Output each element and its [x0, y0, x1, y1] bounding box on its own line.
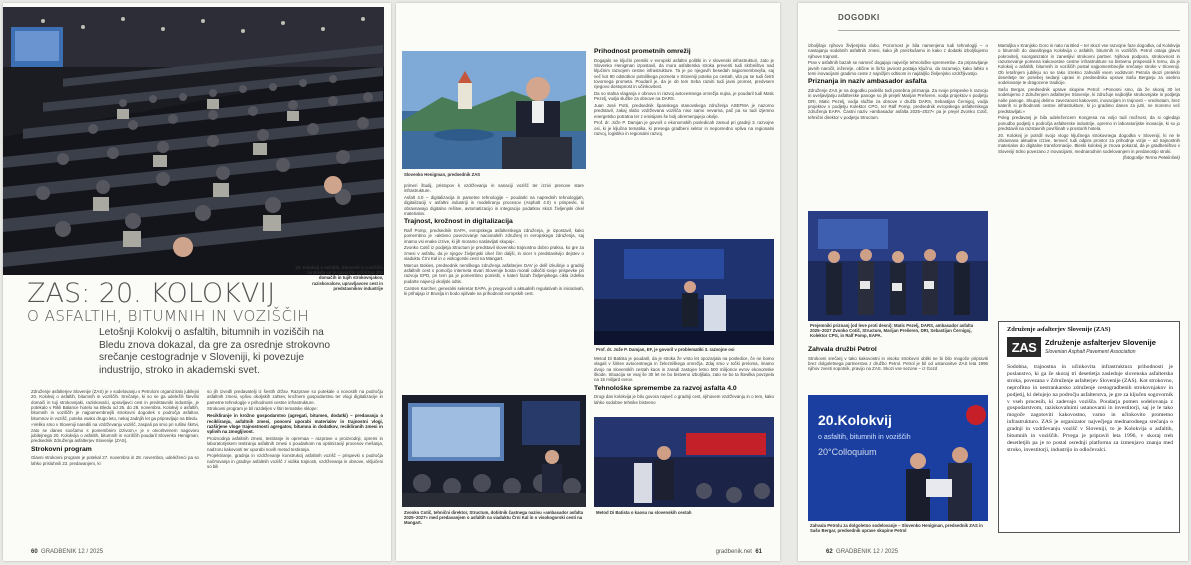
page-60 [3, 3, 391, 561]
zas-info-box [998, 321, 1180, 533]
magazine-issue: GRADBENIK 12 / 2025 [41, 549, 104, 555]
page62-column-2 [998, 43, 1180, 317]
photo-credit: (fotografije Termo Petelinšek) [1122, 155, 1180, 161]
article-title: ZAS: 20. KOLOKVIJ [27, 278, 276, 309]
paragraph: Glavni strokovni program je potekal 27. novembra in 28. novembra, udeleženci pa so lahko prisluhnili 23. predavanjem, ki [31, 455, 199, 466]
photo-caption: 20. Kolokvij o asfaltih, bitumnih in voziščih na Bledu se je udeležilo približno 300 domačih in tujih strokovnjakov, raziskovalcev, upravljavcev cest in predstavnikov industrije [295, 265, 383, 291]
article-subtitle: O ASFALTIH, BITUMNIH IN VOZIŠČIH [27, 307, 310, 325]
svg-text:20°Colloquium: 20°Colloquium [818, 447, 877, 457]
page-number: 62 [826, 549, 833, 555]
section-heading: Zahvala družbi Petrol [808, 346, 877, 353]
henigman-speaker-photo [402, 51, 586, 169]
photo-caption: Prejemniki priznanj (od leve proti desni): Matic Pezelj, DARS, ambasador asfalta 2025–2027 Zvonko Cotič, Structum, Marijan Prešeren, DRI, Sebastijan Černigoj, Kolektor CPG, in Ralf Pomp, EAPA. [810, 323, 974, 339]
dibatista-speaker-photo [594, 417, 774, 507]
paragraph: Združenje ZAS je na dogodku podelilo tudi posebna priznanja. Za svoje prispevke k razvoju in uveljavljanju asfalterske panoge so jih prejeli Marijan Prešeren, vodja projektov v podjetju DRI, Matic Pezelj, vodja službe za obnove v družbi DARS, Sebastijan Černigoj, vodja projektov v podjetju Kolektor CPG, ter Ralf Pomp, predsednik evropskega asfalterskega združenja EAPA. Častni naziv »ambasador asfalta 2025–2027« pa je prejel Zvonko Cotič, tehnični direktor v podjetju Structum. [808, 87, 988, 120]
website: gradbenik.net [715, 549, 752, 555]
conference-hall-photo [3, 7, 384, 275]
paragraph: Prav v asfaltnih bazah se namreč dogajajo največje tehnološke spremembe. Za pripravljanje javnih naročil, inženirje, občine in širšo javnost postaja ključno, da razumejo, kako lahko s temi inovacijami gradimo ceste z najnižjim odtisom in najdaljšo življenjsko vzdržljivostjo. [808, 60, 988, 77]
paragraph: Projektiranje, gradnja in vzdrževanje konstrukcij asfaltnih vozišč – prispevki s področja načrtovanja in gradnje asfaltnih vozišč z vidika trajnosti, vzdrževanja in obnove, vključeni so bili [207, 453, 383, 470]
page62-column-1 [808, 43, 988, 209]
paragraph: Poleg predavanj je bila udeležencem Kongresa na voljo tudi možnost, da si ogledajo ponudbo podjetij s področja asfalterske industrije, opremo in laboratorijske inovacije, ki so jo predstavili na razstavnih površinah v prostorih hotela. [998, 115, 1180, 131]
box-org-name: Združenje asfalterjev Slovenije [1045, 338, 1156, 347]
article-lead: Letošnji Kolokvij o asfaltih, bitumnih in voziščih na Bledu znova dokazal, da gre za osrednje strokovno srečanje cestogradnje v Sloveniji, ki povezuje industrijo, stroko in akademski svet. [99, 327, 331, 376]
svg-text:20.Kolokvij: 20.Kolokvij [818, 412, 892, 428]
section-heading: Priznanja in naziv ambasador asfalta [808, 78, 927, 86]
paragraph: so jih izvedli predavatelji iz šestih držav. Razprave so potekale o novostih na področju asfaltnih zmesi, vplivu okoljskih zahtev, krožnem gospodarstvu ter vlogi digitalizacije in pametne tehnologije v prihodnosti cestne infrastrukture. [207, 389, 383, 405]
section-heading: Tehnološke spremembe za razvoj asfalta 4.0 [594, 384, 737, 392]
paragraph: Drugi dan kolokvija je bilo govora največ o gradnji cest, njihovem vzdrževanju in o tem, kako lahko sodobne tehnike bistveno [594, 394, 774, 405]
paragraph: Metod Di Batista je poudaril, da je stroka že vrsto let opozarjala na posledice, če ne bomo vlagali v širitev avtocestnega in železniškega omrežja. Zdaj smo v točki preloma, imamo dvojo na slovenskih cestah kaos in zaradi zastojev letno 500 milijonov evrov ekonomske škode. Situacija se vsaj še 30 let ne bo bistveno izboljšala, zato se bo ta številka povzpela na 15 milijard evrov. [594, 356, 774, 383]
photo-caption: Zahvala Petrolu za dolgoletno sodelovanje – Slovenko Henigman, predsednik ZAS in Sašo Bergar, predsednik uprave skupine Petrol [810, 523, 983, 534]
photo-caption: Metod Di Batista o kaosu na slovenskih cestah [596, 510, 692, 515]
photo-caption: Slovenko Henigman, predsednik ZAS [404, 172, 481, 177]
section-heading: Prihodnost prometnih omrežij [594, 48, 691, 55]
paragraph: Carsten Karcher, generalni sekretar EAPA, je pregovoril o aktualnih regulativah in iniciativah, ki prihajajo iz Bruslja in bodo vplivale na prihodnost evropskih cest. [404, 285, 584, 296]
page-folio [826, 549, 898, 555]
magazine-issue: GRADBENIK 12 / 2025 [836, 549, 899, 555]
page-folio [716, 549, 762, 555]
box-body: Sodobna, trajnostna in učinkovita infrastruktura prihodnosti je poslanstvo, ki ga že skoraj tri desetletja zasleduje slovenska asfalterska stroka, povezana v Združenje asfalterjev Slovenije (ZAS). Kot strokovno, neprofitno in nestrankarsko združenje cestogradbenih strokovnjakov in podjetij, ki delujejo na področju asfalterstva, je gre za ključen sogovornik v vseh procesih, ki zadevajo vozišča. Poudarja pomen sodelovanja z gospodarstvom, raziskovalnimi ustanovami in investitorji, saj je le tako mogoče zagotoviti kakovostno, varno in učinkovito prometno infrastrukturo. ZAS je organizator največjega mednarodnega srečanja o gradnji in vzdrževanju vozišč v Sloveniji, to je Kolokvija o asfaltih, bitumnih in voziščih. Prvega je pripravil leta 1996, v skoraj treh desetletjih pa je to postal osrednji platforma za izmenjavo znanja med stroko, investitorji, industrijo in odločevalci. [1007, 364, 1173, 453]
page62-column-1b [808, 346, 988, 392]
paragraph: Dogajalo se ključni premiki v evropski asfaltni politiki in v slovenski infrastrukturi, zato je Slovenko Henigman izpostavil, da mora asfalterska stroka preveriti tudi skrbništvo nad ključnim razvojem cestne infrastrukture. Ta je po njegovih besedah najpomembnejša, saj več kot 90 odstotkov potniškega prometa v Sloveniji poteka po cestah, vila pa se tudi četrti tovornega prometa. Poudaril je, da je ob tem treba razviti tudi javni promet, predvsem njegovo dostopnost in učinkovitost. [594, 57, 774, 90]
photo-caption: Prof. dr. Jože P. Damjan, EF, je govoril v problematiki 3. razvojne osi [596, 347, 735, 352]
paragraph: Strokovni program je bil razdeljen v štiri tematske sklope: [207, 406, 318, 412]
paragraph: Proizvodnja asfaltnih zmesi, testiranje in opremaa – razprave o proizvodnji, opremi in laboratorijskem testiranju asfaltnih zmesi s poudarkom na optimizaciji procesov mešanja, nadzoru kakovosti ter uporabi novih metod testiranja. [207, 435, 383, 452]
svg-text:o asfaltih, bitumnih in vozišč: o asfaltih, bitumnih in voziščih [818, 434, 911, 441]
divider [838, 30, 1180, 31]
page-62 [798, 3, 1188, 561]
paragraph: Sašo Bergar, predsednik uprave skupine Petrol: »Ponosni smo, da že skoraj 30 let sodelujemo z Združenjem asfalterjev Slovenije, ki združuje najboljše strokovnjake in podjetja naše panoge. Skupaj delimo zavezanost kakovosti, inovacijam in trajnosti – vrednotam, brez katerih si prihodnosti cestne infrastrukture, ki jo gradimo danes za jutri, ne moremo več predstavljati.« [998, 87, 1180, 114]
paragraph: Zvonko Cotič iz podjetja Structum je predstavil slovensko trajnostno dobro prakso, ko gre za zmesi v asfaltu, da je njegov življenjski cikel čim daljši, in sicer s predstavitvijo dejstev o viaduktu Črni Kal in o viskogorski cesti na Mangart. [404, 245, 584, 262]
page-folio [31, 549, 103, 555]
petrol-thanks-photo [808, 395, 988, 521]
page-61 [396, 3, 780, 561]
page61-column-2b [594, 356, 774, 414]
paragraph: Juan José Potti, predsednik španskega stanovskega združenja ASEFMA je nazorno predstavil, zakaj slabo vzdrževana vozišča niso samo nevarna, pač pa so tudi izjemno energetsko potratna ter z emisijami še bolj obremenjujejo okolje. [594, 103, 774, 119]
damjan-speaker-photo [594, 239, 774, 345]
paragraph: Asfalt 4.0 – digitalizacija in pametne tehnologije – poudarki na naprednih tehnologijah, digitalizaciji v asfaltni industriji in modeliranju procesov (Asphalt 4.0) s prispevki, ki obravnavajo digitalno rešitve, avtomatizacijo in integracijo podatkov skozi življenjski cikel materialov. [404, 195, 584, 217]
paragraph: Martuljka v Kranjsko Goro in nato na Bled – ter skozi vse razvojne faze dogodka, od Kolokvija o bitumnih do današnjega Kolokvija o asfaltih, bitumnih in voziščih. Petrol ostaja glavni pokrovitelj, soorganizator in zanesljivi strokovni partner. Njihova podpora, strokovnost in razumevanje pomena kakovostne cestne infrastrukture so bistveno prispevali k temu, da je Kolokvij o asfaltih, bitumnih in voziščih postal najpomembnejše srečanje stroke v Sloveniji. Ob letošnjem jubileju so se tako izrekno zahvalili vsem vodstvom Petrola skozi preteklo desetletje ter posebej sedanji upravi in predsedniku uprave Sašu Bergarju za osebno sodelovanje te dragocene tradicije. [998, 43, 1180, 86]
cotic-lecture-photo [402, 395, 586, 507]
page61-column-2 [594, 48, 774, 248]
box-org-name-en: Slovenian Asphalt Pavement Association [1045, 349, 1136, 355]
paragraph: Prof. dr. Jože P. Damjan je govoril o ekonomskih posledicah zamud pri gradnji 3. razvojne osi, ki je ključna tematika, ki presega gradbeni sektor in neposredno vpliva na regionalni razvoj, logistiko in regionalni razvoj. [594, 120, 774, 137]
photo-caption: Zvonko Cotič, tehnični direktor, Structum, dobitnik častnega nazivu »ambasador asfalta 2025–2027« med predavanjem o asfaltih na viaduktu Črni Kal in o visokogorski cesti na Mangart. [404, 510, 584, 526]
page60-column-2 [207, 389, 383, 541]
paragraph: primeri študij, pristopov k vzdrževanju in sanaciji vozišč ter izzivi prenove stare infrastrukture. [404, 183, 584, 194]
paragraph: Marcus Bokies, predsednik nemškega združenja asfalterjev DAV je delil izkušnje o gradnji asfaltnih cest s pomočjo interneta stvari Slovenije bosta morali odločiti svoje prispevke pri razvoju EPD, pri tem pa je pomembno pomislit, v kateri fazah življenjskega cikla izdelka pudarte najvecji okoljski odtis. [404, 262, 584, 284]
page-number: 61 [755, 549, 762, 555]
box-title: Združenje asfalterjev Slovenije (ZAS) [1007, 326, 1111, 333]
paragraph: izboljšajo njihovo življenjsko dobo. Pozornost je bila namenjena tudi tehnologiji – o nastajanju sodobnih asfaltnih zmesi, kako jih preizkušamo in kako z dodatki izboljšujemo njihove trajnost. [808, 43, 988, 59]
page61-column-1 [404, 183, 584, 383]
zas-logo: ZAS [1007, 337, 1041, 357]
section-heading: Trajnost, krožnost in digitalizacija [404, 218, 513, 226]
award-winners-photo [808, 211, 988, 321]
paragraph: Strokovni srečanj v tako kakovostni in visoko strokovni obliki ne bi bilo mogoče pripraviti brez dolgoletnega partnerstva z družbo Petrol. Petrol je bil od ustanovitve ZAS leta 1996 njihov zvesti sopotnik, pravijo na ZAS. Skozi vse sezone – iz Gozd [808, 355, 988, 372]
page-number: 60 [31, 549, 38, 555]
section-heading: Strokovni program [31, 445, 92, 453]
section-label: DOGODKI [838, 13, 880, 22]
paragraph: »Veliko smo v Sloveniji naredili na vzdrževanju vozišč, zaspali pa smo pri rušitvi škrtvi, zato se danes soočamo s pomembnim izzivom,« je v otvoritvenem nagovoru jubilejnega 20. Kolokvija o asfaltih, bitumnih in voziščih poudaril Slovenko Henigman, predsednik Združenja asfalterjev Slovenije (ZAS). [31, 422, 199, 444]
paragraph: Da so stalna vlaganja v obnovo in razvoj avtocestnega omrežja nujna, je poudaril tudi Matic Pezelj, vodja službe za obnove na DARS. [594, 90, 774, 102]
paragraph: Ralf Pomp, predsednik EAPA, evropskega asfalterskega združenja, je izpostavil, kako pomembno je »aktivno povezovanje nacionalnih združenj in evropskega združenja, saj imamo vsi enake izzive, ki jih moramo naslavljati skupaj«. [404, 227, 584, 244]
paragraph: 20. Kolokvij je potrdil svojo vlogo ključnega strokovnega dogodka v Sloveniji, ki ne le obravnava aktualne izzive, temveč tudi odpira prostor za prihodnje vizije – od trajnostnih materialov do digitalne transformacije. Bleski kolokvij je znova pokazal, da je gradbeništvo v Sloveniji trdno povezano z inovacijami, mednarodnim sodelovanjem in predanostjo stroki. [998, 132, 1180, 154]
page60-column-1 [31, 389, 199, 541]
paragraph: Recikliranje in krožno gospodarstvo (agregati, bitumen, dodatki) – predavanja o recikliranju, asfaltnih zmesi, ponovni uporabi materialov in trajnostni vlogi, razširjene vloge trajnostnosti agregatov, bitumna in dodatkov, recikliranih zmesi in vplivih na zmogljivost. [207, 413, 383, 435]
paragraph: Združenje asfalterjev Slovenije (ZAS) je v sodelovanju s Petrolom organiziralo jubilejni 20. Kolokvij o asfaltih, bitumnih in voziščih. Srečanje, ki so se ga udeležili številni domači in tuji strokovnjaki, raziskovalci, upravljavci cest in predstavniki industrije, je potekalo v Rikli Balance hotelu na Bledu od 26. do 28. novembra. Kolokvij o asfaltih, bitumnih in voziščih je najpomembnejši strokovni dogodek s področja asfaltov, bitumnov in vozišč, poteka vsako drugo leto, nekaj zadnjih let ga pripravljajo na Bledu. [31, 389, 199, 421]
